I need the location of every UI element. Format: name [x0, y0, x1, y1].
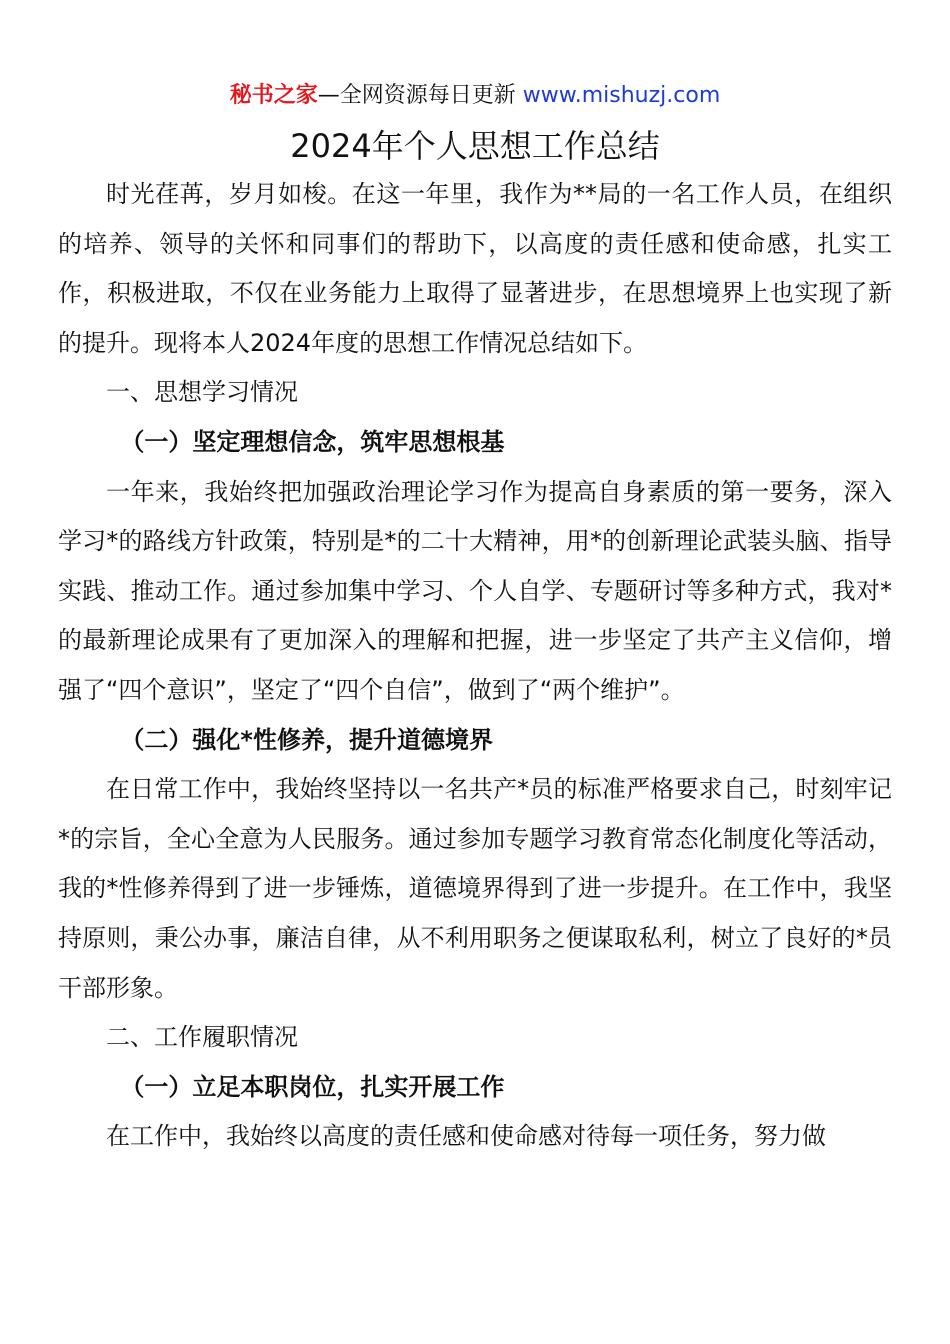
- section-heading-1: 一、思想学习情况: [106, 378, 298, 407]
- site-name: 秘书之家: [229, 83, 318, 108]
- paragraph-1-2: 在日常工作中，我始终坚持以一名共产*员的标准严格要求自己，时刻牢记*的宗旨，全心全意为人民服务。通过参加专题学习教育常态化制度化等活动，我的*性修养得到了进一步锤炼，道德境界得到了进一步提升。在工作中，我坚持原则，秉公办事，廉洁自律，从不利用职务之便谋取私利，树立了良好的*员干部形象。: [58, 775, 892, 1002]
- section-heading-2: 二、工作履职情况: [106, 1023, 298, 1052]
- paragraph-1-1: 一年来，我始终把加强政治理论学习作为提高自身素质的第一要务，深入学习*的路线方针政策，特别是*的二十大精神，用*的创新理论武装头脑、指导实践、推动工作。通过参加集中学习、个人自学、专题研讨等多种方式，我对*的最新理论成果有了更加深入的理解和把握，进一步坚定了共产主义信仰，增强了“四个意识”，坚定了“四个自信”，做到了“两个维护”。: [58, 477, 892, 704]
- site-url-link[interactable]: www.mishuzj.com: [522, 83, 721, 108]
- paragraph-2-1: 在工作中，我始终以高度的责任感和使命感对待每一项任务，努力做: [106, 1122, 826, 1151]
- site-tagline: —全网资源每日更新: [317, 83, 523, 108]
- document-title: 2024年个人思想工作总结: [290, 127, 660, 165]
- intro-paragraph: 时光荏苒，岁月如梭。在这一年里，我作为**局的一名工作人员，在组织的培养、领导的关怀和同事们的帮助下，以高度的责任感和使命感，扎实工作，积极进取，不仅在业务能力上取得了显著进步，在思想境界上也实现了新的提升。现将本人2024年度的思想工作情况总结如下。: [58, 180, 892, 357]
- document-body: [58, 170, 892, 1162]
- subsection-heading-1-2: （二）强化*性修养，提升道德境界: [120, 725, 493, 754]
- subsection-heading-1-1: （一）坚定理想信念，筑牢思想根基: [120, 427, 505, 456]
- site-banner: [0, 80, 950, 112]
- subsection-heading-2-1: （一）立足本职岗位，扎实开展工作: [120, 1072, 505, 1101]
